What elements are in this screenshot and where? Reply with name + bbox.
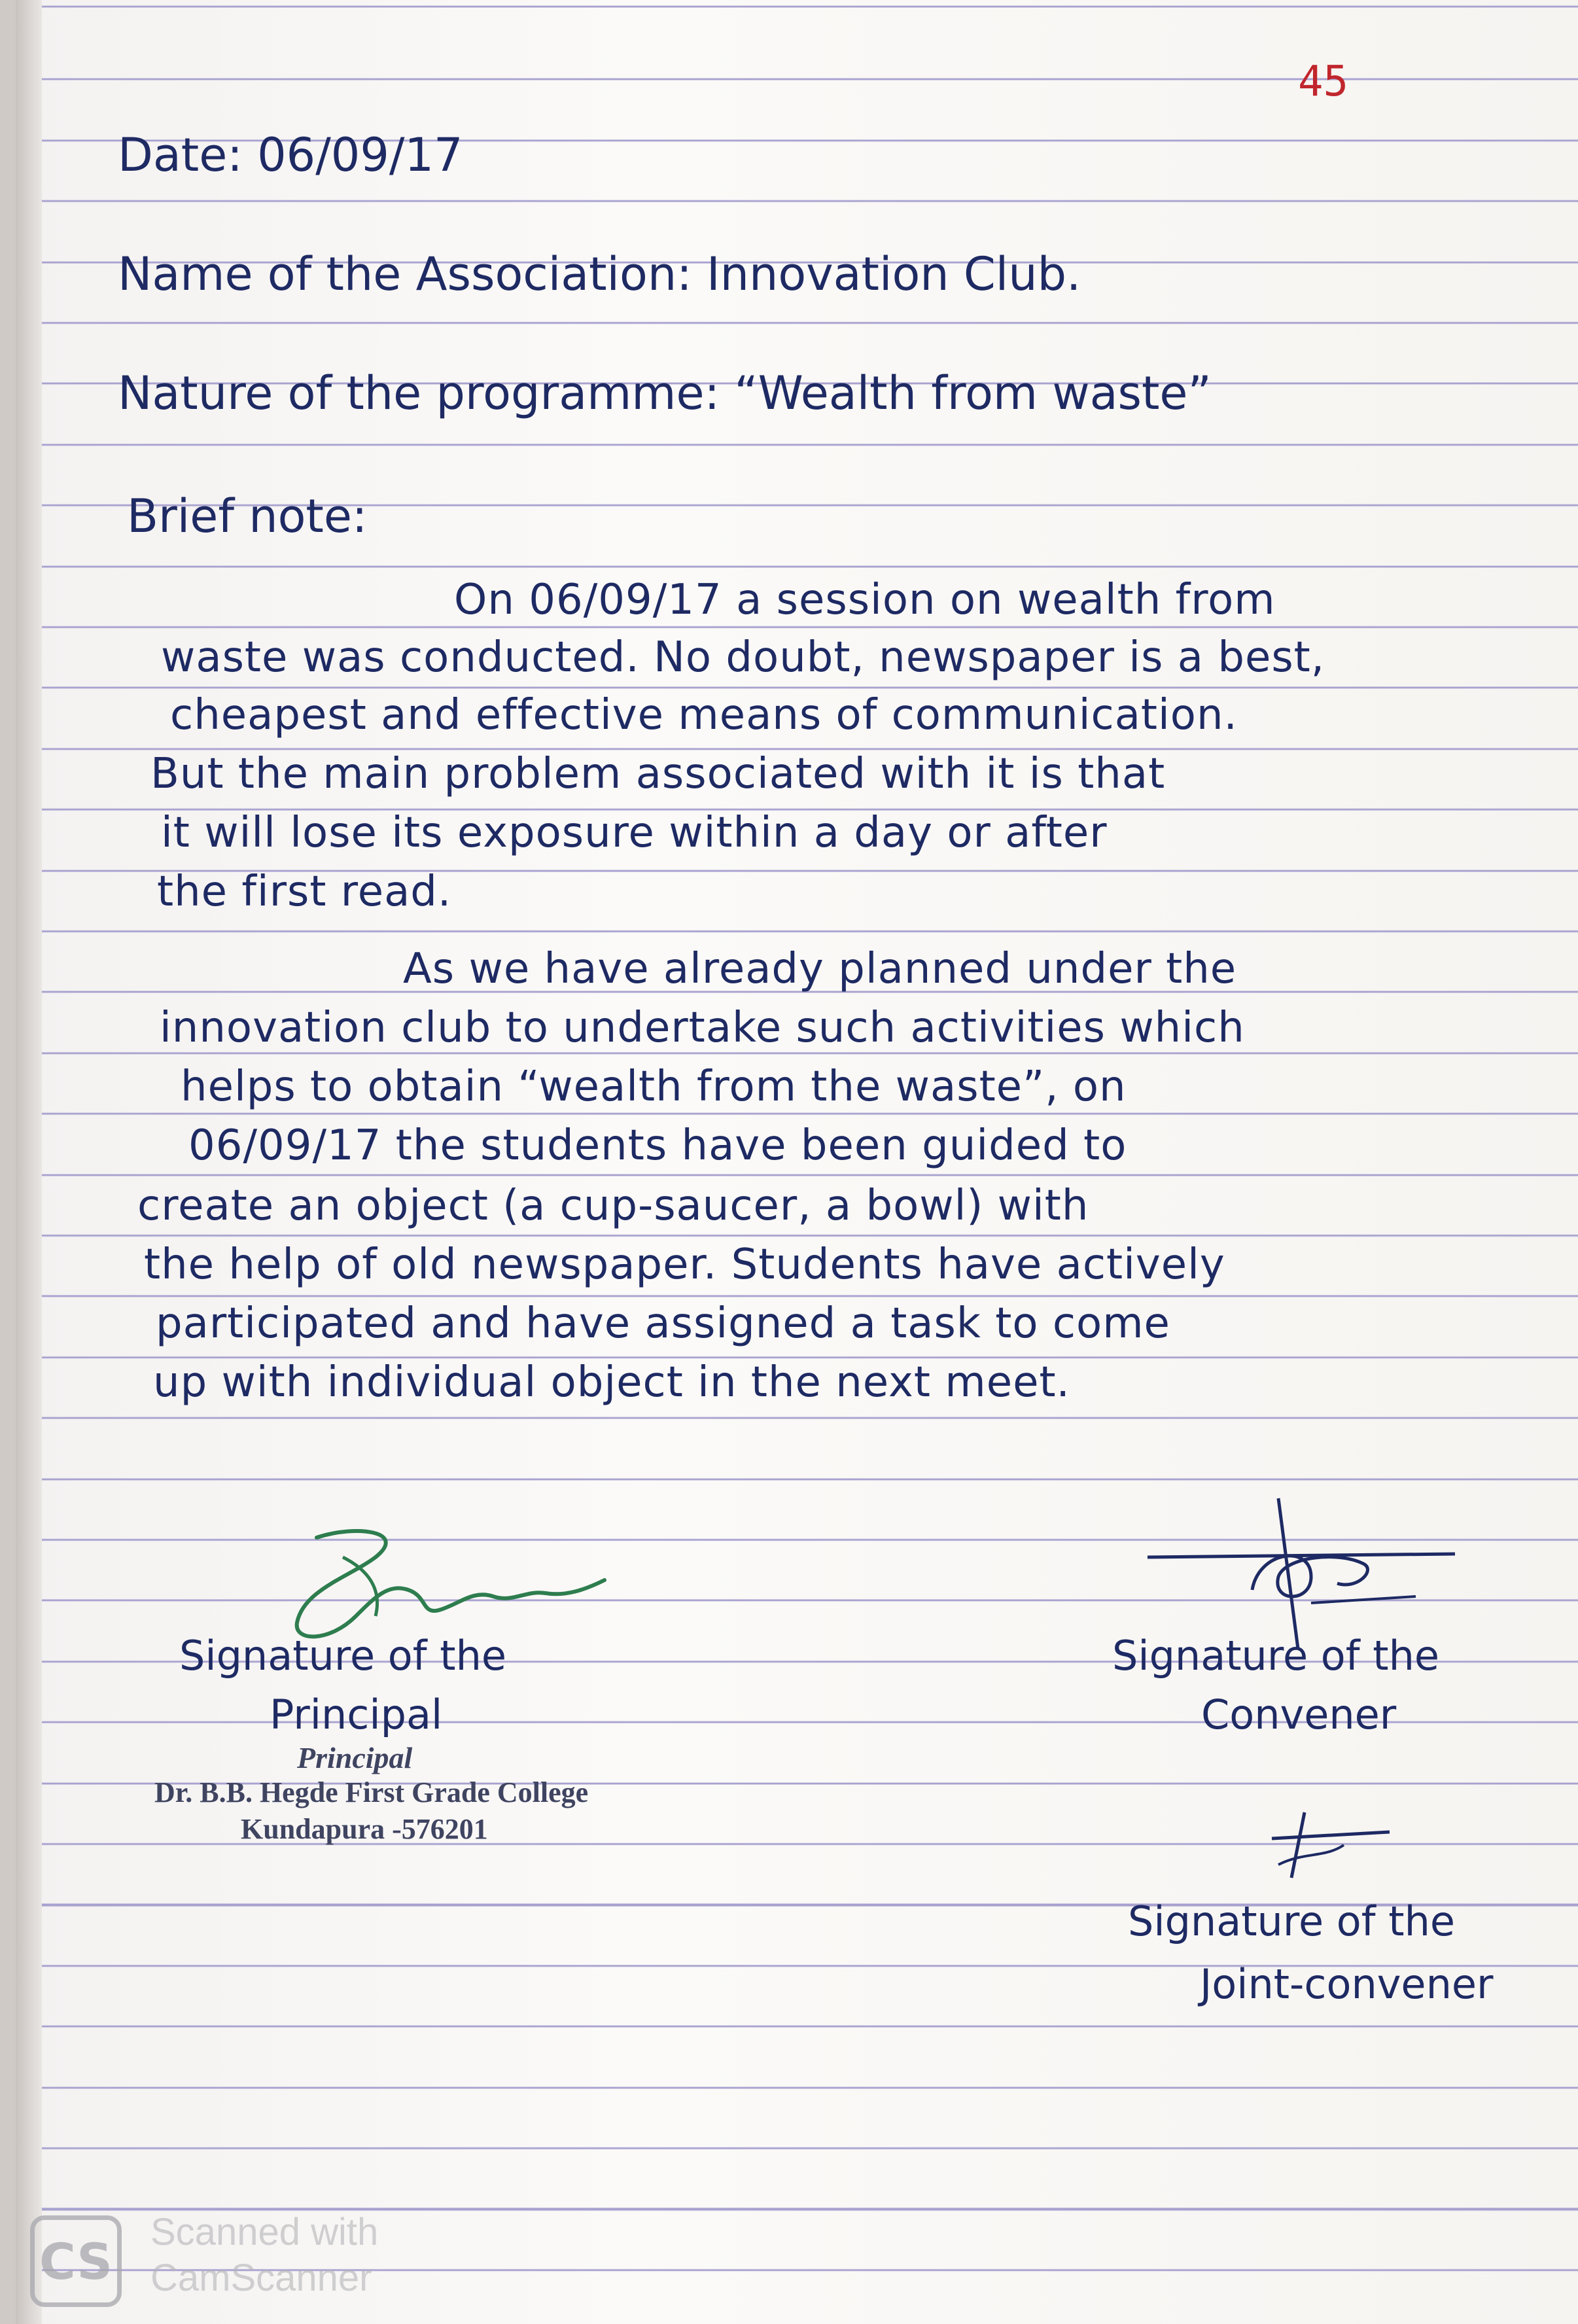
camscanner-watermark-text: CamScanner (150, 2257, 372, 2299)
date-line: Date: 06/09/17 (118, 128, 463, 182)
programme-line: Nature of the programme: “Wealth from waste” (118, 366, 1212, 420)
camscanner-watermark-text: Scanned with (150, 2211, 379, 2253)
joint-convener-signature-label: Signature of the (1128, 1897, 1456, 1945)
joint-convener-signature-label: Joint-convener (1200, 1960, 1494, 2008)
joint-convener-signature (1265, 1806, 1396, 1884)
association-line: Name of the Association: Innovation Club. (118, 247, 1081, 301)
body-line: innovation club to undertake such activities which (160, 1004, 1245, 1052)
body-line: cheapest and effective means of communication. (170, 691, 1238, 739)
body-line: the first read. (157, 868, 452, 916)
camscanner-logo-icon: CS (30, 2215, 122, 2307)
convener-signature-label: Signature of the (1112, 1632, 1440, 1680)
body-line: create an object (a cup-saucer, a bowl) with (137, 1182, 1089, 1230)
body-line: up with individual object in the next meet. (153, 1358, 1070, 1407)
notebook-page (16, 0, 1578, 2324)
body-line: waste was conducted. No doubt, newspaper is a best, (161, 633, 1325, 682)
stamp-title: Principal (297, 1741, 413, 1774)
page-number: 45 (1298, 58, 1349, 106)
body-line: the help of old newspaper. Students have actively (144, 1241, 1225, 1289)
principal-signature-label: Principal (270, 1691, 443, 1738)
page-margin (16, 0, 42, 2324)
body-line: But the main problem associated with it is that (150, 750, 1166, 798)
stamp-college: Dr. B.B. Hegde First Grade College (154, 1776, 589, 1808)
stamp-address: Kundapura -576201 (241, 1813, 488, 1845)
body-line: participated and have assigned a task to come (156, 1299, 1170, 1348)
body-line: helps to obtain “wealth from the waste”, on (181, 1063, 1127, 1111)
body-line: On 06/09/17 a session on wealth from (454, 576, 1276, 624)
body-line: it will lose its exposure within a day or after (161, 809, 1108, 857)
body-line: 06/09/17 the students have been guided to (188, 1121, 1127, 1170)
body-line: As we have already planned under the (403, 945, 1237, 993)
brief-note-heading: Brief note: (127, 489, 368, 543)
principal-signature-label: Signature of the (179, 1632, 507, 1680)
convener-signature-label: Convener (1201, 1691, 1397, 1738)
